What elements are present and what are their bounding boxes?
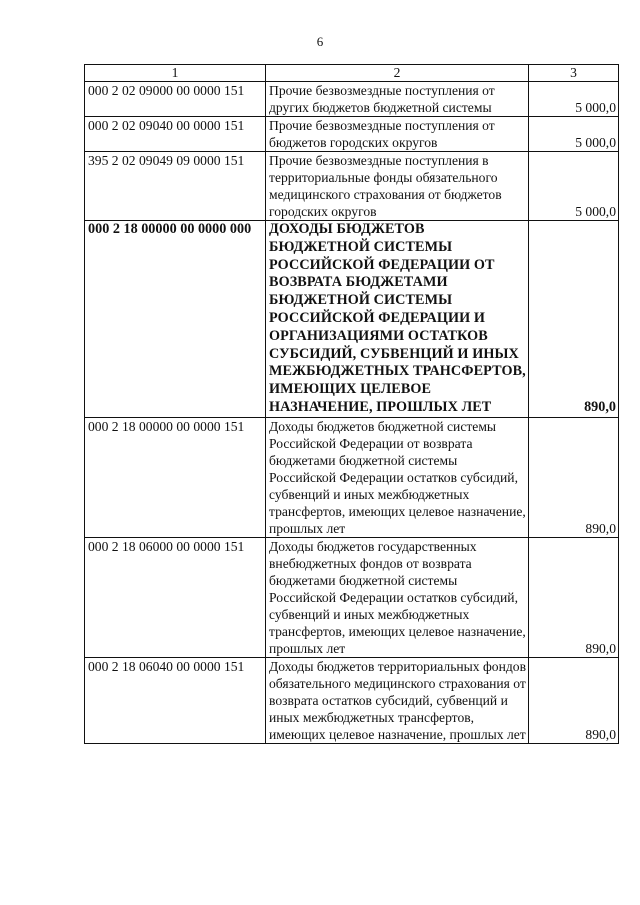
row-amount-cell: 5 000,0 xyxy=(529,152,619,221)
row-code-cell: 000 2 02 09040 00 0000 151 xyxy=(85,117,266,152)
row-code-cell: 000 2 02 09000 00 0000 151 xyxy=(85,82,266,117)
row-amount-cell: 890,0 xyxy=(529,657,619,743)
row-code-cell: 395 2 02 09049 09 0000 151 xyxy=(85,152,266,221)
row-name-cell: ДОХОДЫ БЮДЖЕТОВ БЮДЖЕТНОЙ СИСТЕМЫ РОССИЙСКОЙ ФЕДЕРАЦИИ ОТ ВОЗВРАТА БЮДЖЕТАМИ БЮДЖЕТНОЙ СИСТЕМЫ РОССИЙСКОЙ ФЕДЕРАЦИИ И ОРГАНИЗАЦИЯМИ ОСТАТКОВ СУБСИДИЙ, СУБВЕНЦИЙ И ИНЫХ МЕЖБЮДЖЕТНЫХ ТРАНСФЕРТОВ, ИМЕЮЩИХ ЦЕЛЕВОЕ НАЗНАЧЕНИЕ, ПРОШЛЫХ ЛЕТ xyxy=(266,221,529,418)
row-amount-cell: 890,0 xyxy=(529,417,619,537)
row-amount-cell: 890,0 xyxy=(529,537,619,657)
table-row xyxy=(85,152,619,221)
page-number: 6 xyxy=(316,34,324,49)
row-name-cell: Прочие безвозмездные поступления от бюджетов городских округов xyxy=(266,117,529,152)
row-name-cell: Прочие безвозмездные поступления от других бюджетов бюджетной системы xyxy=(266,82,529,117)
table-header-row xyxy=(85,65,619,82)
row-code-cell: 000 2 18 00000 00 0000 000 xyxy=(85,221,266,418)
column-header-name: 2 xyxy=(266,65,529,82)
table-row xyxy=(85,117,619,152)
row-amount-cell: 5 000,0 xyxy=(529,117,619,152)
table-row xyxy=(85,82,619,117)
row-code-cell: 000 2 18 06040 00 0000 151 xyxy=(85,657,266,743)
column-header-amount: 3 xyxy=(529,65,619,82)
column-header-code: 1 xyxy=(85,65,266,82)
row-code-cell: 000 2 18 06000 00 0000 151 xyxy=(85,537,266,657)
row-amount-cell: 890,0 xyxy=(529,221,619,418)
budget-table xyxy=(84,64,619,744)
row-name-cell: Доходы бюджетов государственных внебюджетных фондов от возврата бюджетами бюджетной системы Российской Федерации остатков субсидий, субвенций и иных межбюджетных трансфертов, имеющих целевое назначение, прошлых лет xyxy=(266,537,529,657)
table-row xyxy=(85,657,619,743)
table-row xyxy=(85,537,619,657)
row-name-cell: Доходы бюджетов бюджетной системы Российской Федерации от возврата бюджетами бюджетной системы Российской Федерации остатков субсидий, субвенций и иных межбюджетных трансфертов, имеющих целевое назначение, прошлых лет xyxy=(266,417,529,537)
budget-table-body xyxy=(85,65,619,744)
row-code-cell: 000 2 18 00000 00 0000 151 xyxy=(85,417,266,537)
table-row xyxy=(85,221,619,418)
row-name-cell: Доходы бюджетов территориальных фондов обязательного медицинского страхования от возврата остатков субсидий, субвенций и иных межбюджетных трансфертов, имеющих целевое назначение, прошлых лет xyxy=(266,657,529,743)
table-row xyxy=(85,417,619,537)
row-name-cell: Прочие безвозмездные поступления в территориальные фонды обязательного медицинского страхования от бюджетов городских округов xyxy=(266,152,529,221)
row-amount-cell: 5 000,0 xyxy=(529,82,619,117)
